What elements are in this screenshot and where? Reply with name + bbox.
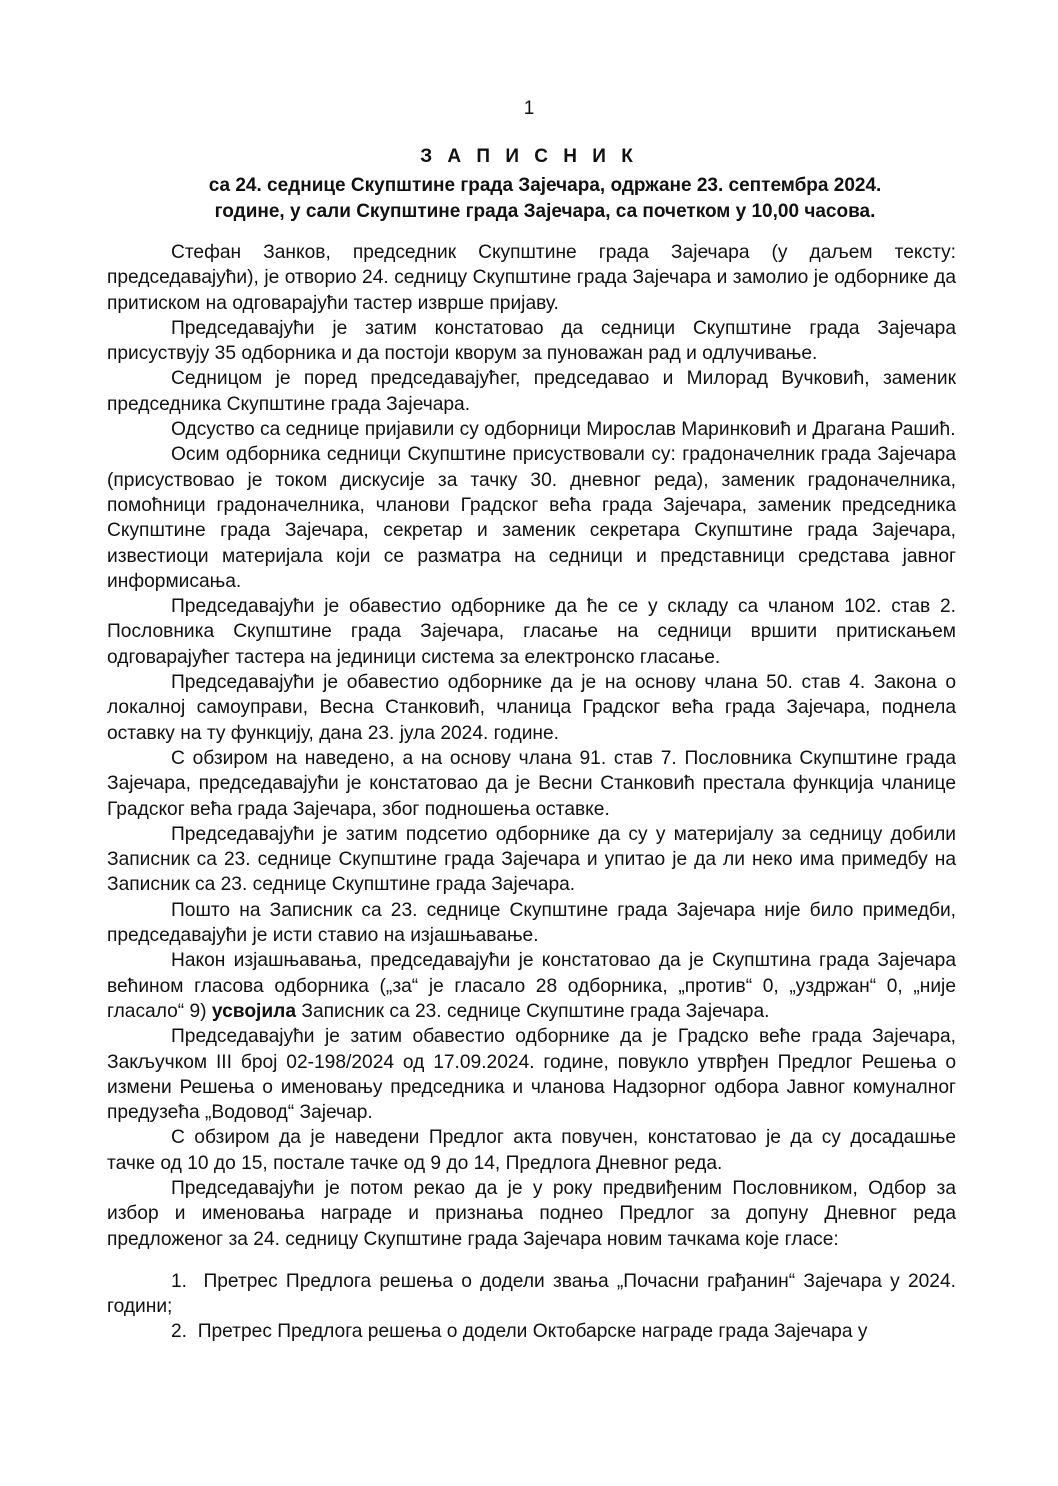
paragraph: Осим одборника седници Скупштине присуствовали су: градоначелник града Зајечара (присуствовао је током дискусије за тачку 30. дневног реда), заменик градоначелника, помоћници градоначелника, чланови Градског већа града Зајечара, заменик председника Скупштине града Зајечара, секретар и заменик секретара Скупштине града Зајечара, известиоци материјала који се разматра на седници и представници средстава јавног информисања. [107,444,956,592]
paragraph: Седницом је поред председавајућег, председавао и Милорад Вучковић, заменик председника Скупштине града Зајечара. [107,368,956,415]
paragraph: Председавајући је затим подсетио одборнике да су у материјалу за седницу добили Записник са 23. седнице Скупштине града Зајечара и упитао је да ли неко има примедбу на Записник са 23. седнице Скупштине града Зајечара. [107,823,956,896]
vote-result-bold: усвојила [211,1000,297,1022]
document-subtitle [150,173,940,225]
paragraph: Председавајући је затим констатовао да седници Скупштине града Зајечара присуствују 35 одборника и да постоји кворум за пуноважан рад и одлучивање. [107,317,956,365]
list-item-text: Претрес Предлога решења о додели Октобарске награде града Зајечара у [197,1321,868,1343]
paragraph: С обзиром да је наведени Предлог акта повучен, констатовао је да су досадашње тачке од 10 до 15, постале тачке од 9 до 14, Предлога Дневног реда. [107,1127,956,1174]
vote-text-after: Записник са 23. седнице Скупштине града Зајечара. [296,1000,770,1022]
list-item-number: 2. [171,1321,188,1343]
paragraph: Председавајући је обавестио одборнике да ће се у складу са чланом 102. став 2. Пословника Скупштине града Зајечара, гласање на седници вршити притискањем одговарајућег тастера на јединици система за електронско гласање. [107,596,956,668]
document-title: З А П И С Н И К [420,146,638,167]
vote-paragraph [107,948,956,1024]
vote-text-before: Након изјашњавања, председавајући је констатовао да је Скупштина града Зајечара већином гласова одборника („за“ је гласало 28 одборника, „против“ 0, „уздржан“ 0, „није гласало“ 9) [107,950,956,1022]
list-item-number: 1. [171,1270,188,1292]
list-item [107,1319,956,1344]
document-body [107,240,956,1345]
agenda-list [107,1269,956,1345]
subtitle-line-2: године, у сали Скупштине града Зајечара, са почетком у 10,00 часова. [214,201,876,222]
list-item [107,1269,956,1320]
paragraph: С обзиром на наведено, а на основу члана 91. став 7. Пословника Скупштине града Зајечара, председавајући је констатовао да је Весни Станковић престала функција чланице Градског већа града Зајечара, због подношења оставке. [107,747,956,820]
paragraph: Председавајући је затим обавестио одборнике да је Градско веће града Зајечара, Закључком III број 02-198/2024 од 17.09.2024. године, повукло утврђен Предлог Решења о измени Решења о именовању председника и чланова Надзорног одбора Јавног комуналног предузећа „Водовод“ Зајечар. [107,1026,956,1124]
paragraph: Стефан Занков, председник Скупштине града Зајечара (у даљем тексту: председавајући), је отворио 24. седницу Скупштине града Зајечара и замолио је одборнике да притиском на одговарајући тастер изврше пријаву. [107,242,956,314]
paragraph: Председавајући је потом рекао да је у року предвиђеним Пословником, Одбор за избор и именовања награде и признања поднео Предлог за допуну Дневног реда предложеног за 24. седницу Скупштине града Зајечара новим тачкама које гласе: [107,1177,956,1250]
paragraph: Одсуство са седнице пријавили су одборници Мирослав Маринковић и Драгана Рашић. [171,419,956,441]
paragraph: Председавајући је обавестио одборнике да је на основу члана 50. став 4. Закона о локалној самоуправи, Весна Станковић, чланица Градског већа града Зајечара, поднела оставку на ту функцију, дана 23. јула 2024. године. [107,672,956,744]
paragraph: Пошто на Записник са 23. седнице Скупштине града Зајечара није било примедби, председавајући је исти ставио на изјашњавање. [107,899,956,947]
list-item-text: Претрес Предлога решења о додели звања „Почасни грађанин“ Зајечара у 2024. години; [107,1270,956,1318]
subtitle-line-1: са 24. седнице Скупштине града Зајечара, одржане 23. септембра 2024. [208,175,882,196]
page-number: 1 [523,98,535,119]
